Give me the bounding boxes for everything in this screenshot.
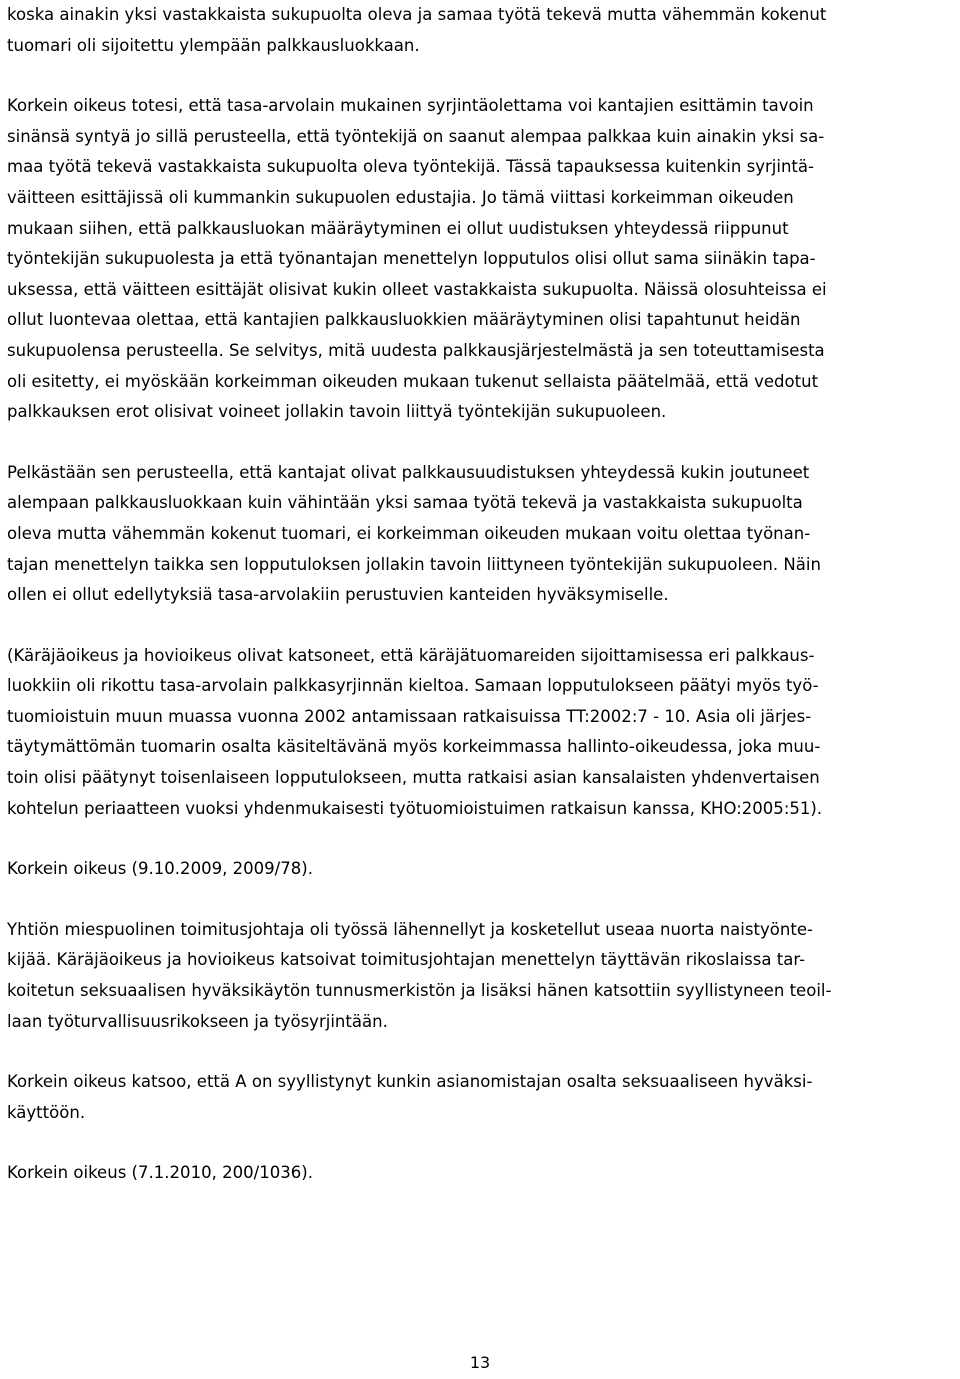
text-line: kohtelun periaatteen vuoksi yhdenmukaisesti työtuomioistuimen ratkaisun kanssa, KHO:2005:51). [7, 798, 823, 818]
text-line: kijää. Käräjäoikeus ja hovioikeus katsoivat toimitusjohtajan menettelyn täyttävän rikoslaissa tar- [7, 950, 806, 970]
text-line: sinänsä syntyä jo sillä perusteella, että työntekijä on saanut alempaa palkkaa kuin ainakin yksi sa- [7, 126, 825, 146]
paragraph [7, 1158, 959, 1189]
text-line: ollut luontevaa olettaa, että kantajien palkkausluokkien määräytyminen olisi tapahtunut heidän [7, 310, 801, 330]
paragraph [7, 854, 959, 885]
text-line: oli esitetty, ei myöskään korkeimman oikeuden mukaan tukenut sellaista päätelmää, että vedotut [7, 371, 819, 391]
text-line: toin olisi päätynyt toisenlaiseen lopputulokseen, mutta ratkaisi asian kansalaisten yhdenvertaisen [7, 768, 820, 788]
text-line: koska ainakin yksi vastakkaista sukupuolta oleva ja samaa työtä tekevä mutta vähemmän kokenut [7, 5, 827, 24]
paragraph-spacer [7, 1128, 959, 1158]
paragraph [7, 91, 959, 428]
page-number: 13 [469, 1353, 491, 1372]
text-line: koitetun seksuaalisen hyväksikäytön tunnusmerkistön ja lisäksi hänen katsottiin syyllistyneen teoil- [7, 981, 832, 1001]
text-line: laan työturvallisuusrikokseen ja työsyrjintään. [7, 1011, 388, 1031]
text-line: mukaan siihen, että palkkausluokan määräytyminen ei ollut uudistuksen yhteydessä riippunut [7, 218, 789, 238]
paragraph-spacer [7, 61, 959, 91]
text-line: (Käräjäoikeus ja hovioikeus olivat katsoneet, että käräjätuomareiden sijoittamisessa eri palkkaus- [7, 645, 815, 665]
paragraph-spacer [7, 824, 959, 854]
text-line: Korkein oikeus (7.1.2010, 200/1036). [7, 1163, 313, 1183]
text-line: täytymättömän tuomarin osalta käsiteltävänä myös korkeimmassa hallinto-oikeudessa, joka muu- [7, 737, 821, 757]
text-line: tajan menettelyn taikka sen lopputuloksen jollakin tavoin liittyneen työntekijän sukupuoleen. Näin [7, 554, 821, 574]
text-line: Pelkästään sen perusteella, että kantajat olivat palkkausuudistuksen yhteydessä kukin joutuneet [7, 462, 810, 482]
text-line: Yhtiön miespuolinen toimitusjohtaja oli työssä lähennellyt ja kosketellut useaa nuorta naistyönte- [7, 919, 813, 939]
paragraph [7, 1067, 959, 1128]
paragraph [7, 641, 959, 825]
paragraph-spacer [7, 885, 959, 915]
text-line: työntekijän sukupuolesta ja että työnantajan menettelyn lopputulos olisi ollut sama siinäkin tapa- [7, 249, 816, 269]
document-body [7, 0, 959, 1189]
text-line: oleva mutta vähemmän kokenut tuomari, ei korkeimman oikeuden mukaan voitu olettaa työnan- [7, 523, 811, 543]
paragraph [7, 0, 959, 61]
text-line: sukupuolensa perusteella. Se selvitys, mitä uudesta palkkausjärjestelmästä ja sen toteuttamisesta [7, 340, 825, 360]
text-line: Korkein oikeus (9.10.2009, 2009/78). [7, 859, 313, 879]
text-line: käyttöön. [7, 1102, 86, 1122]
text-line: uksessa, että väitteen esittäjät olisivat kukin olleet vastakkaista sukupuolta. Näissä olosuhteissa ei [7, 279, 827, 299]
text-line: luokkiin oli rikottu tasa-arvolain palkkasyrjinnän kieltoa. Samaan lopputulokseen päätyi myös työ- [7, 676, 819, 696]
text-line: alempaan palkkausluokkaan kuin vähintään yksi samaa työtä tekevä ja vastakkaista sukupuolta [7, 493, 803, 513]
text-line: ollen ei ollut edellytyksiä tasa-arvolakiin perustuvien kanteiden hyväksymiselle. [7, 585, 669, 605]
text-line: tuomioistuin muun muassa vuonna 2002 antamissaan ratkaisuissa TT:2002:7 - 10. Asia oli järjes- [7, 706, 812, 726]
paragraph-spacer [7, 1037, 959, 1067]
text-line: väitteen esittäjissä oli kummankin sukupuolen edustajia. Jo tämä viittasi korkeimman oikeuden [7, 187, 794, 207]
paragraph-spacer [7, 428, 959, 458]
text-line: Korkein oikeus katsoo, että A on syyllistynyt kunkin asianomistajan osalta seksuaaliseen hyväksi- [7, 1072, 813, 1092]
text-line: tuomari oli sijoitettu ylempään palkkausluokkaan. [7, 35, 420, 55]
paragraph-spacer [7, 611, 959, 641]
text-line: Korkein oikeus totesi, että tasa-arvolain mukainen syrjintäolettama voi kantajien esittämin tavoin [7, 96, 814, 116]
text-line: maa työtä tekevä vastakkaista sukupuolta oleva työntekijä. Tässä tapauksessa kuitenkin syrjintä- [7, 157, 815, 177]
paragraph [7, 458, 959, 611]
text-line: palkkauksen erot olisivat voineet jollakin tavoin liittyä työntekijän sukupuoleen. [7, 402, 667, 422]
paragraph [7, 915, 959, 1037]
